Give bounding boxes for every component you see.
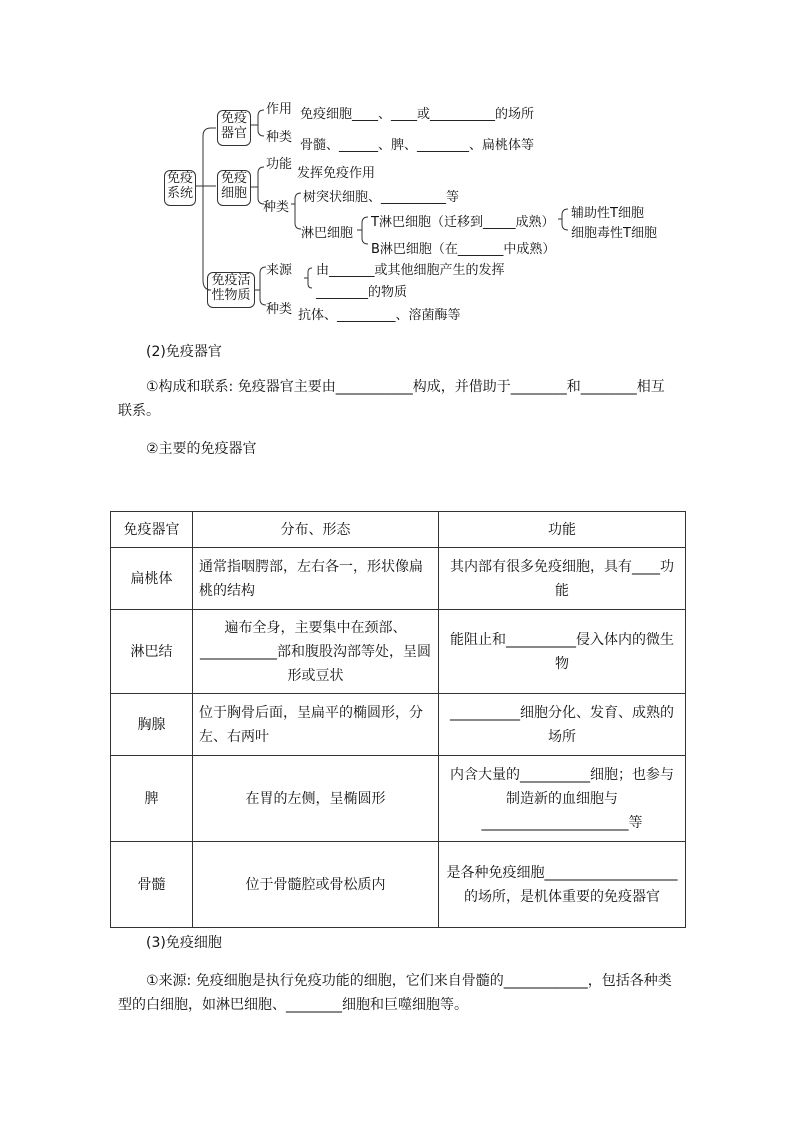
organs-composition-paragraph: ①构成和联系: 免疫器官主要由___________构成，并借助于________和________相互联系。 [118, 379, 665, 419]
cells-b-cell-text: B淋巴细胞（在_______中成熟） [371, 242, 556, 257]
table-cell-form: 遍布全身，主要集中在颈部、___________部和腹股沟部等处，呈圆形或豆状 [193, 610, 439, 694]
substances-source-label: 来源 [266, 263, 293, 278]
table-cell-form: 位于骨髓腔或骨松质内 [193, 842, 439, 928]
cells-t-cell-text: T淋巴细胞（迁移到_____成熟） [371, 215, 555, 230]
substances-kind-label: 种类 [266, 302, 293, 317]
substances-kind-text: 抗体、_________、溶菌酶等 [298, 308, 461, 323]
immune-organs-table [110, 511, 686, 928]
diagram-cells-box: 免疫 细胞 [217, 170, 251, 206]
table-row [111, 548, 686, 610]
main-organs-heading: ②主要的免疫器官 [146, 441, 257, 457]
organs-kind-text: 骨髓、______、脾、________、扁桃体等 [300, 138, 535, 153]
substances-source-text-2: ________的物质 [316, 285, 408, 300]
diagram-substances-box: 免疫活 性物质 [207, 272, 255, 308]
table-header-row [111, 512, 686, 548]
table-cell-organ: 骨髓 [111, 842, 193, 928]
table-cell-organ: 胸腺 [111, 694, 193, 756]
table-cell-form: 在胃的左侧，呈椭圆形 [193, 756, 439, 842]
organs-heading: (2)免疫器官 [146, 344, 222, 360]
organs-function-label: 作用 [266, 102, 293, 117]
table-header-cell: 分布、形态 [193, 512, 439, 548]
cells-dendritic-text: 树突状细胞、__________等 [303, 190, 460, 205]
table-cell-organ: 扁桃体 [111, 548, 193, 610]
cells-cytotoxic-t-text: 细胞毒性T细胞 [571, 226, 657, 241]
table-row [111, 756, 686, 842]
table-row [111, 694, 686, 756]
table-row [111, 842, 686, 928]
table-cell-function: __________细胞分化、发育、成熟的场所 [439, 694, 686, 756]
organs-function-text: 免疫细胞____、____或__________的场所 [300, 107, 535, 122]
table-cell-function: 是各种免疫细胞___________________的场所，是机体重要的免疫器官 [439, 842, 686, 928]
table-cell-function: 内含大量的__________细胞；也参与制造新的血细胞与_____________________等 [439, 756, 686, 842]
cells-lymph-text: 淋巴细胞 [301, 226, 354, 241]
table-cell-function: 能阻止和__________侵入体内的微生物 [439, 610, 686, 694]
table-header-cell: 功能 [439, 512, 686, 548]
organs-kind-label: 种类 [266, 130, 293, 145]
table-cell-organ: 脾 [111, 756, 193, 842]
table-cell-organ: 淋巴结 [111, 610, 193, 694]
table-header-cell: 免疫器官 [111, 512, 193, 548]
table-cell-function: 其内部有很多免疫细胞，具有____功能 [439, 548, 686, 610]
diagram-root-box: 免疫 系统 [164, 170, 196, 206]
cells-kind-label: 种类 [263, 200, 290, 215]
cells-function-text: 发挥免疫作用 [297, 166, 376, 181]
cells-heading: (3)免疫细胞 [146, 935, 222, 951]
cells-source-paragraph: ①来源: 免疫细胞是执行免疫功能的细胞，它们来自骨髓的____________，包括各种类型的白细胞，如淋巴细胞、________细胞和巨噬细胞等。 [118, 973, 672, 1013]
table-cell-form: 通常指咽腭部，左右各一，形状像扁桃的结构 [193, 548, 439, 610]
substances-source-text-1: 由_______或其他细胞产生的发挥 [316, 263, 505, 278]
diagram-organs-box: 免疫 器官 [217, 110, 251, 146]
table-cell-form: 位于胸骨后面，呈扁平的椭圆形，分左、右两叶 [193, 694, 439, 756]
cells-helper-t-text: 辅助性T细胞 [571, 206, 644, 221]
cells-function-label: 功能 [266, 157, 293, 172]
table-row [111, 610, 686, 694]
